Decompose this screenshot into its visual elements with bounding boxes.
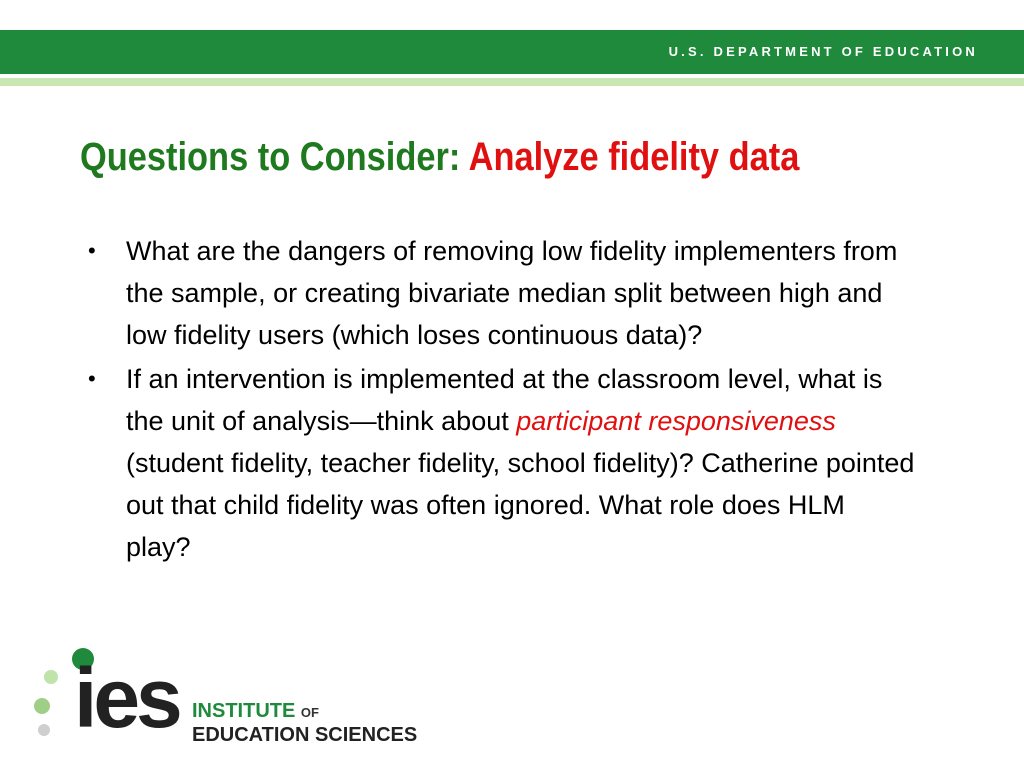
logo-education-sciences: EDUCATION SCIENCES [192, 724, 418, 746]
bullet-text-before: If an intervention is implemented at the classroom level, what is the unit of analysis—think about [126, 364, 883, 436]
slide-title [80, 135, 799, 180]
ies-logo [32, 648, 432, 748]
logo-dot-icon [38, 724, 50, 736]
bullet-text-after: (student fidelity, teacher fidelity, school fidelity)? Catherine pointed out that child fidelity was often ignored. What role does HLM play? [126, 448, 915, 562]
bullet-icon: • [88, 238, 96, 263]
bullet-list [86, 230, 916, 570]
bullet-icon: • [88, 366, 96, 391]
bullet-text: What are the dangers of removing low fidelity implementers from the sample, or creating bivariate median split between high and low fidelity users (which loses continuous data)? [126, 236, 898, 350]
bullet-item [86, 358, 916, 568]
header-bar [0, 30, 1024, 74]
logo-of: OF [300, 705, 319, 720]
logo-text [192, 700, 417, 746]
title-prefix: Questions to Consider: [80, 135, 461, 179]
ies-wordmark: ies [74, 651, 179, 745]
title-topic: Analyze fidelity data [468, 135, 800, 179]
logo-dot-icon [34, 698, 50, 714]
logo-institute: INSTITUTE [192, 700, 296, 722]
bullet-item [86, 230, 916, 356]
department-label: U.S. DEPARTMENT OF EDUCATION [668, 44, 978, 59]
header-divider [0, 78, 1024, 86]
logo-dot-icon [44, 670, 58, 684]
bullet-emphasis: participant responsiveness [516, 406, 836, 436]
